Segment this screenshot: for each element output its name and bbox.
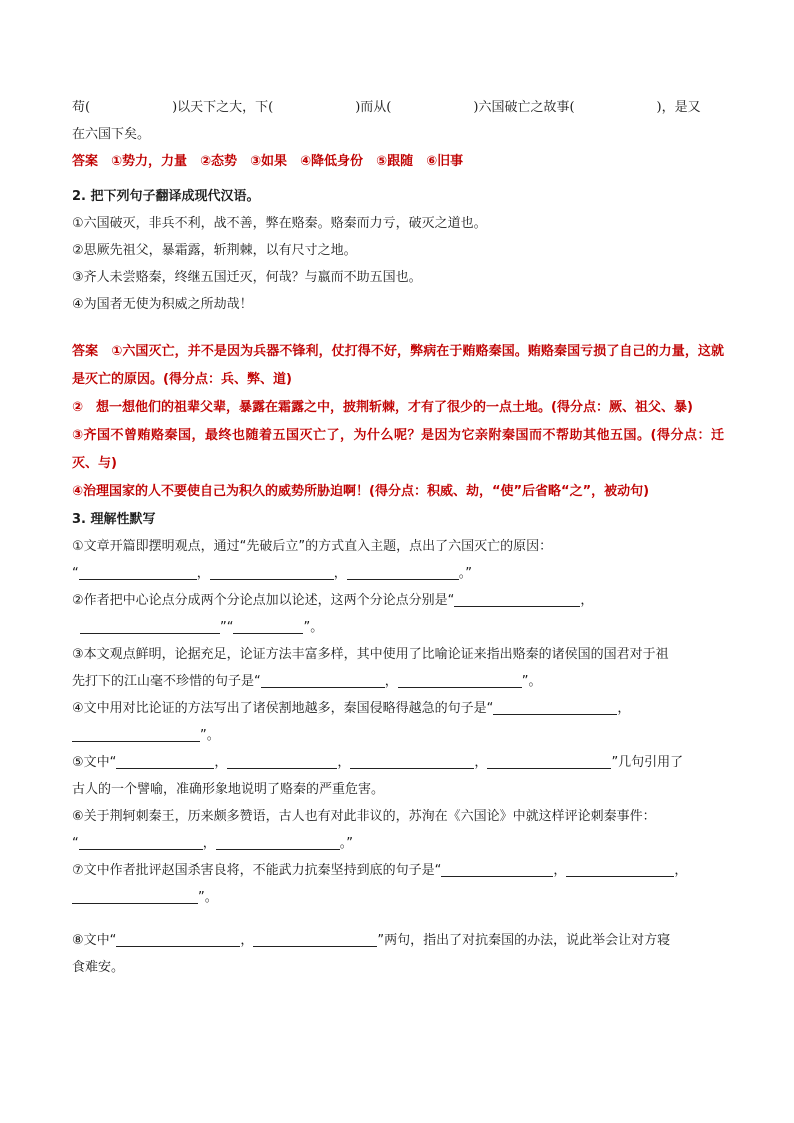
- answer-line: [72, 148, 724, 175]
- separator: ”“: [220, 620, 234, 635]
- quote-close: ”。: [198, 890, 218, 905]
- fill-blank[interactable]: [441, 862, 553, 877]
- item-text: ”几句引用了: [611, 755, 684, 770]
- separator: ，: [333, 566, 347, 581]
- q3-item-3-blanks: [72, 668, 724, 695]
- q3-item-7-blanks: [72, 884, 724, 911]
- separator: ，: [196, 566, 210, 581]
- q3-heading: 3. 理解性默写: [72, 512, 156, 527]
- separator: ，: [474, 755, 488, 770]
- q3-item-5: [72, 749, 724, 776]
- separator: ，: [384, 674, 398, 689]
- fill-blank[interactable]: [350, 754, 474, 769]
- item-text: 先打下的江山毫不珍惜的句子是“: [72, 674, 261, 689]
- text-segment: )而从(: [355, 100, 392, 115]
- item-text: ⑤文中“: [72, 755, 117, 770]
- quote-open: “: [72, 566, 79, 581]
- q3-item-7: [72, 857, 724, 884]
- question-fragment-line1: [72, 94, 724, 121]
- q3-item-1: ①文章开篇即摆明观点，通过“先破后立”的方式直入主题，点出了六国灭亡的原因：: [72, 539, 553, 554]
- q2-answers: [72, 338, 724, 506]
- document-page: [72, 94, 724, 981]
- item-text: ⑦文中作者批评赵国杀害良将，不能武力抗秦坚持到底的句子是“: [72, 863, 442, 878]
- answer-text: ①六国灭亡，并不是因为兵器不锋利，仗打得不好，弊病在于贿赂秦国。贿赂秦国亏损了自己的力量，这就是灭亡的原因。(得分点：兵、弊、道): [72, 344, 724, 387]
- separator: ，: [580, 593, 594, 608]
- q3-item-4: [72, 695, 724, 722]
- fill-blank[interactable]: [398, 673, 522, 688]
- text-segment: 苟(: [72, 100, 91, 115]
- q2-answer: ③齐国不曾贿赂秦国，最终也随着五国灭亡了，为什么呢？是因为它亲附秦国而不帮助其他五国。(得分点：迁灭、与): [72, 428, 724, 471]
- fill-blank[interactable]: [487, 754, 611, 769]
- q2-answer: [72, 338, 724, 394]
- q2-item: ④为国者无使为积威之所劫哉！: [72, 297, 253, 312]
- q3-item-2-blanks: [72, 614, 724, 641]
- q2-answer: ② 想一想他们的祖辈父辈，暴露在霜露之中，披荆斩棘，才有了很少的一点土地。(得分点：厥、祖父、暴): [72, 400, 693, 415]
- fill-blank[interactable]: [116, 932, 240, 947]
- fill-blank[interactable]: [79, 565, 197, 580]
- separator: ，: [617, 701, 631, 716]
- q3-item-8: [72, 927, 724, 954]
- answer-text: ①势力，力量 ②态势 ③如果 ④降低身份 ⑤跟随 ⑥旧事: [111, 154, 464, 169]
- fill-blank[interactable]: [261, 673, 385, 688]
- q2-answer: ④治理国家的人不要使自己为积久的威势所胁迫啊！(得分点：积威、劫，“使”后省略“之”，被动句): [72, 484, 650, 499]
- fill-blank[interactable]: [253, 932, 377, 947]
- fill-blank[interactable]: [454, 592, 580, 607]
- separator: ，: [337, 755, 351, 770]
- separator: ，: [674, 863, 688, 878]
- fill-blank[interactable]: [216, 835, 340, 850]
- answer-label: 答案: [72, 154, 99, 169]
- text-segment: )以天下之大，下(: [172, 100, 274, 115]
- fill-blank[interactable]: [347, 565, 459, 580]
- quote-close: ”。: [303, 620, 324, 635]
- quote-close: 。”: [458, 566, 473, 581]
- q2-heading: 2. 把下列句子翻译成现代汉语。: [72, 189, 260, 204]
- fill-blank[interactable]: [493, 700, 617, 715]
- q3-item-5-cont: 古人的一个譬喻，准确形象地说明了赂秦的严重危害。: [72, 782, 385, 797]
- quote-close: ”。: [521, 674, 542, 689]
- q3-item-1-blanks: [72, 560, 724, 587]
- fill-blank[interactable]: [79, 835, 203, 850]
- fill-blank[interactable]: [233, 619, 303, 634]
- answer-label: 答案: [72, 344, 99, 359]
- q3-item-4-blanks: [72, 722, 724, 749]
- item-text: ④文中用对比论证的方法写出了诸侯割地越多，秦国侵略得越急的句子是“: [72, 701, 494, 716]
- q3-item-3: ③本文观点鲜明，论据充足，论证方法丰富多样，其中使用了比喻论证来指出赂秦的诸侯国的国君对于祖: [72, 647, 669, 662]
- fill-blank[interactable]: [72, 889, 198, 904]
- fill-blank[interactable]: [72, 727, 200, 742]
- question-fragment-line2: 在六国下矣。: [72, 127, 151, 142]
- q2-item: ②思厥先祖父，暴霜露，斩荆棘，以有尺寸之地。: [72, 243, 357, 258]
- item-text: ⑧文中“: [72, 933, 117, 948]
- fill-blank[interactable]: [210, 565, 334, 580]
- quote-open: “: [72, 836, 79, 851]
- fill-blank[interactable]: [566, 862, 674, 877]
- q2-item: ①六国破灭，非兵不利，战不善，弊在赂秦。赂秦而力亏，破灭之道也。: [72, 216, 487, 231]
- quote-close: 。”: [339, 836, 354, 851]
- quote-close: ”。: [200, 728, 220, 743]
- q3-item-2: [72, 587, 724, 614]
- fill-blank[interactable]: [227, 754, 337, 769]
- separator: ，: [240, 933, 254, 948]
- item-text: ”两句，指出了对抗秦国的办法，说此举会让对方寝: [377, 933, 671, 948]
- q3-item-6-blanks: [72, 830, 724, 857]
- separator: ，: [553, 863, 567, 878]
- text-segment: )，是又: [656, 100, 701, 115]
- q2-item: ③齐人未尝赂秦，终继五国迁灭，何哉？与嬴而不助五国也。: [72, 270, 422, 285]
- fill-blank[interactable]: [80, 619, 220, 634]
- q3-item-8-cont: 食难安。: [72, 960, 125, 975]
- separator: ，: [214, 755, 228, 770]
- q3-item-6: ⑥关于荆轲刺秦王，历来颇多赞语，古人也有对此非议的，苏洵在《六国论》中就这样评论刺秦事件：: [72, 809, 656, 824]
- fill-blank[interactable]: [116, 754, 214, 769]
- item-text: ②作者把中心论点分成两个分论点加以论述，这两个分论点分别是“: [72, 593, 455, 608]
- text-segment: )六国破亡之故事(: [473, 100, 575, 115]
- separator: ，: [202, 836, 216, 851]
